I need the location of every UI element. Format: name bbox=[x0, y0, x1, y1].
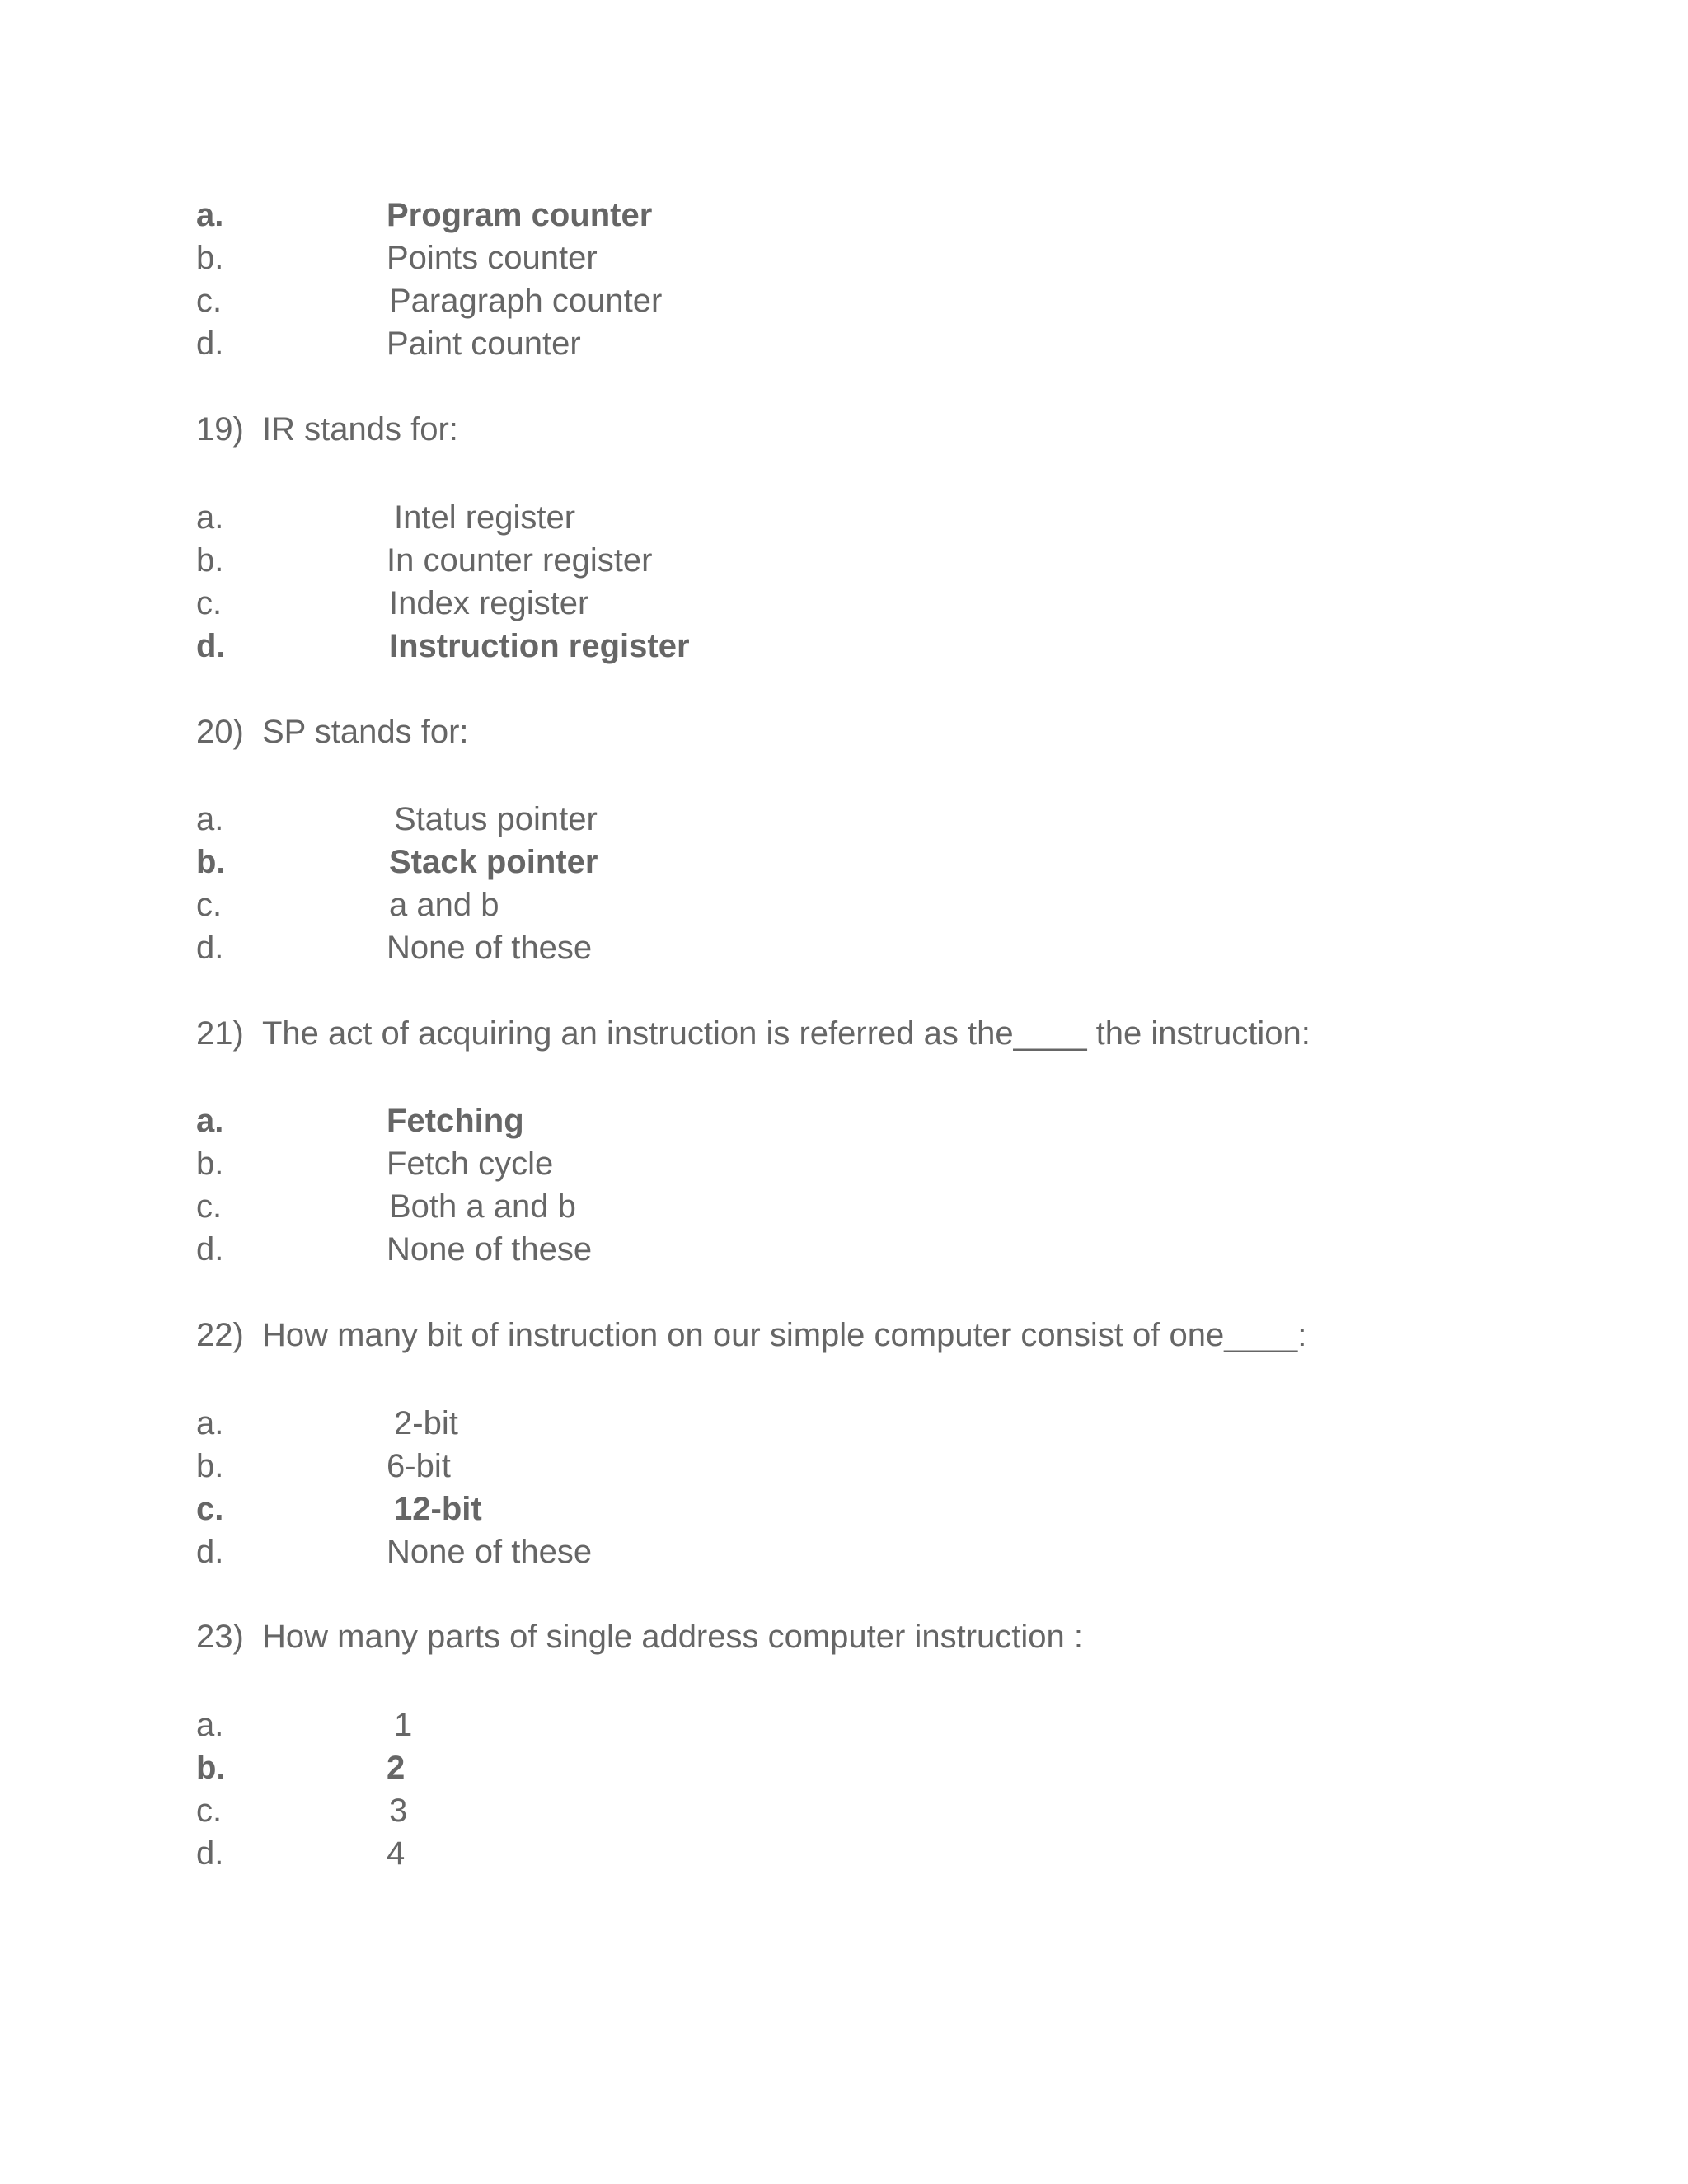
option-letter: b. bbox=[196, 1750, 226, 1786]
option-text: 6-bit bbox=[387, 1448, 451, 1484]
question-23 bbox=[196, 1616, 1083, 1657]
option-letter: d. bbox=[196, 1835, 224, 1872]
option-text: None of these bbox=[387, 1231, 593, 1268]
question-text: How many bit of instruction on our simple computer consist of one____: bbox=[262, 1317, 1307, 1353]
question-number: 22) bbox=[196, 1317, 244, 1353]
option-text: Paragraph counter bbox=[389, 283, 663, 319]
option-text: Program counter bbox=[387, 197, 653, 233]
question-20 bbox=[196, 711, 469, 752]
option-letter: a. bbox=[196, 1103, 224, 1139]
option-text: None of these bbox=[387, 930, 593, 966]
question-19 bbox=[196, 409, 458, 450]
question-22 bbox=[196, 1315, 1306, 1356]
option-text: None of these bbox=[387, 1534, 593, 1570]
option-letter: c. bbox=[196, 1491, 224, 1527]
option-text: Paint counter bbox=[387, 326, 581, 362]
option-letter: a. bbox=[196, 197, 224, 233]
option-text: Index register bbox=[389, 585, 589, 621]
option-text: a and b bbox=[389, 887, 499, 923]
option-letter: b. bbox=[196, 240, 224, 276]
option-text: Fetch cycle bbox=[387, 1146, 554, 1182]
option-text: Points counter bbox=[387, 240, 598, 276]
option-letter: c. bbox=[196, 887, 223, 923]
option-text: Intel register bbox=[394, 499, 576, 536]
question-text: IR stands for: bbox=[262, 411, 458, 448]
question-number: 23) bbox=[196, 1619, 244, 1655]
question-text: SP stands for: bbox=[262, 714, 469, 750]
option-letter: b. bbox=[196, 1448, 224, 1484]
option-text: In counter register bbox=[387, 542, 653, 579]
question-21 bbox=[196, 1013, 1311, 1054]
option-letter: d. bbox=[196, 326, 224, 362]
option-text: 4 bbox=[387, 1835, 406, 1872]
option-letter: c. bbox=[196, 585, 223, 621]
option-letter: d. bbox=[196, 628, 226, 664]
option-letter: a. bbox=[196, 801, 224, 837]
option-text: 2 bbox=[387, 1750, 406, 1786]
option-letter: d. bbox=[196, 1231, 224, 1268]
option-letter: a. bbox=[196, 499, 224, 536]
option-text: Fetching bbox=[387, 1103, 524, 1139]
question-text: How many parts of single address computer instruction : bbox=[262, 1619, 1083, 1655]
option-letter: a. bbox=[196, 1707, 224, 1743]
option-letter: b. bbox=[196, 844, 226, 880]
option-letter: d. bbox=[196, 930, 224, 966]
question-number: 20) bbox=[196, 714, 244, 750]
option-letter: c. bbox=[196, 283, 223, 319]
option-letter: d. bbox=[196, 1534, 224, 1570]
option-letter: b. bbox=[196, 542, 224, 579]
option-text: Instruction register bbox=[389, 628, 690, 664]
question-number: 19) bbox=[196, 411, 244, 448]
option-text: Status pointer bbox=[394, 801, 598, 837]
option-text: 1 bbox=[394, 1707, 413, 1743]
option-letter: c. bbox=[196, 1793, 223, 1829]
question-text: The act of acquiring an instruction is referred as the____ the instruction: bbox=[262, 1015, 1311, 1052]
option-letter: b. bbox=[196, 1146, 224, 1182]
question-number: 21) bbox=[196, 1015, 244, 1052]
option-text: 12-bit bbox=[394, 1491, 482, 1527]
option-text: 3 bbox=[389, 1793, 408, 1829]
option-text: Both a and b bbox=[389, 1188, 576, 1225]
option-letter: c. bbox=[196, 1188, 223, 1225]
option-letter: a. bbox=[196, 1405, 224, 1441]
option-text: 2-bit bbox=[394, 1405, 458, 1441]
option-text: Stack pointer bbox=[389, 844, 598, 880]
